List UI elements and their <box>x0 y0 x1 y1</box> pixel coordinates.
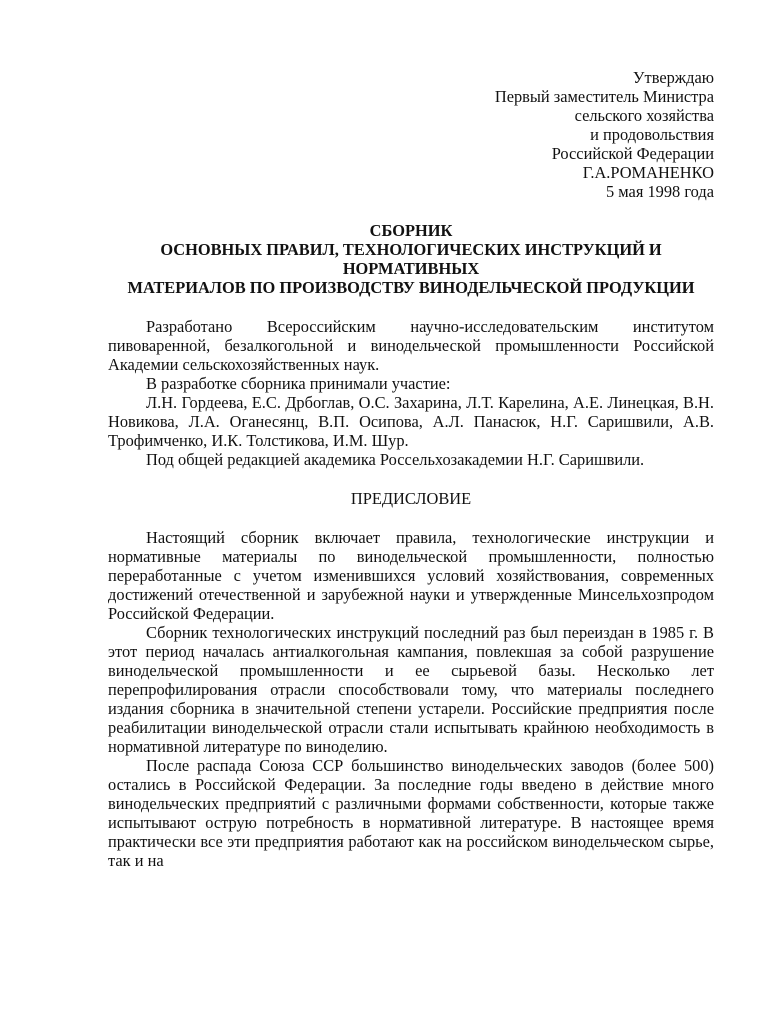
document-title <box>108 221 714 297</box>
title-line: ОСНОВНЫХ ПРАВИЛ, ТЕХНОЛОГИЧЕСКИХ ИНСТРУКЦИЙ И НОРМАТИВНЫХ <box>160 240 662 278</box>
approval-line: Утверждаю <box>632 68 714 87</box>
preface-paragraph: Настоящий сборник включает правила, технологические инструкции и нормативные материалы по винодельческой промышленности, полностью переработанные с учетом изменившихся условий хозяйствования, современных достижений отечественной и зарубежной науки и утвержденные Минсельхозпродом Российской Федерации. <box>108 528 714 623</box>
approval-line: сельского хозяйства <box>574 106 714 125</box>
title-line: СБОРНИК <box>369 221 453 240</box>
approval-line: Российской Федерации <box>551 144 714 163</box>
approval-line: Первый заместитель Министра <box>494 87 714 106</box>
title-line: МАТЕРИАЛОВ ПО ПРОИЗВОДСТВУ ВИНОДЕЛЬЧЕСКОЙ ПРОДУКЦИИ <box>127 278 695 297</box>
developed-by-paragraph: Разработано Всероссийским научно-исследовательским институтом пивоваренной, безалкогольной и винодельческой промышленности Российской Академии сельскохозяйственных наук. <box>108 317 714 374</box>
intro-section <box>108 317 714 469</box>
participants-label: В разработке сборника принимали участие: <box>146 374 451 393</box>
preface-body <box>108 528 714 870</box>
preface-paragraph: После распада Союза ССР большинство винодельческих заводов (более 500) остались в Российской Федерации. За последние годы введено в действие много винодельческих предприятий с различными формами собственности, которые также испытывают острую потребность в нормативной литературе. В настоящее время практически все эти предприятия работают как на российском винодельческом сырье, так и на <box>108 756 714 870</box>
editor-paragraph: Под общей редакцией академика Россельхозакадемии Н.Г. Саришвили. <box>146 450 645 469</box>
document-page <box>108 68 714 870</box>
preface-paragraph: Сборник технологических инструкций последний раз был переиздан в 1985 г. В этот период началась антиалкогольная кампания, повлекшая за собой разрушение винодельческой промышленности и ее сырьевой базы. Несколько лет перепрофилирования отрасли способствовали тому, что материалы последнего издания сборника в значительной степени устарели. Российские предприятия после реабилитации винодельческой отрасли стали испытывать крайнюю необходимость в нормативной литературе по виноделию. <box>108 623 714 756</box>
approval-date: 5 мая 1998 года <box>606 182 714 201</box>
approval-line: и продовольствия <box>590 125 714 144</box>
approval-signatory: Г.А.РОМАНЕНКО <box>582 163 714 182</box>
approval-block <box>108 68 714 201</box>
participants-list: Л.Н. Гордеева, Е.С. Дрбоглав, О.С. Захарина, Л.Т. Карелина, А.Е. Линецкая, В.Н. Новикова, Л.А. Оганесянц, В.П. Осипова, А.Л. Панасюк, Н.Г. Саришвили, А.В. Трофимченко, И.К. Толстикова, И.М. Шур. <box>108 393 714 450</box>
preface-heading: ПРЕДИСЛОВИЕ <box>350 489 472 508</box>
